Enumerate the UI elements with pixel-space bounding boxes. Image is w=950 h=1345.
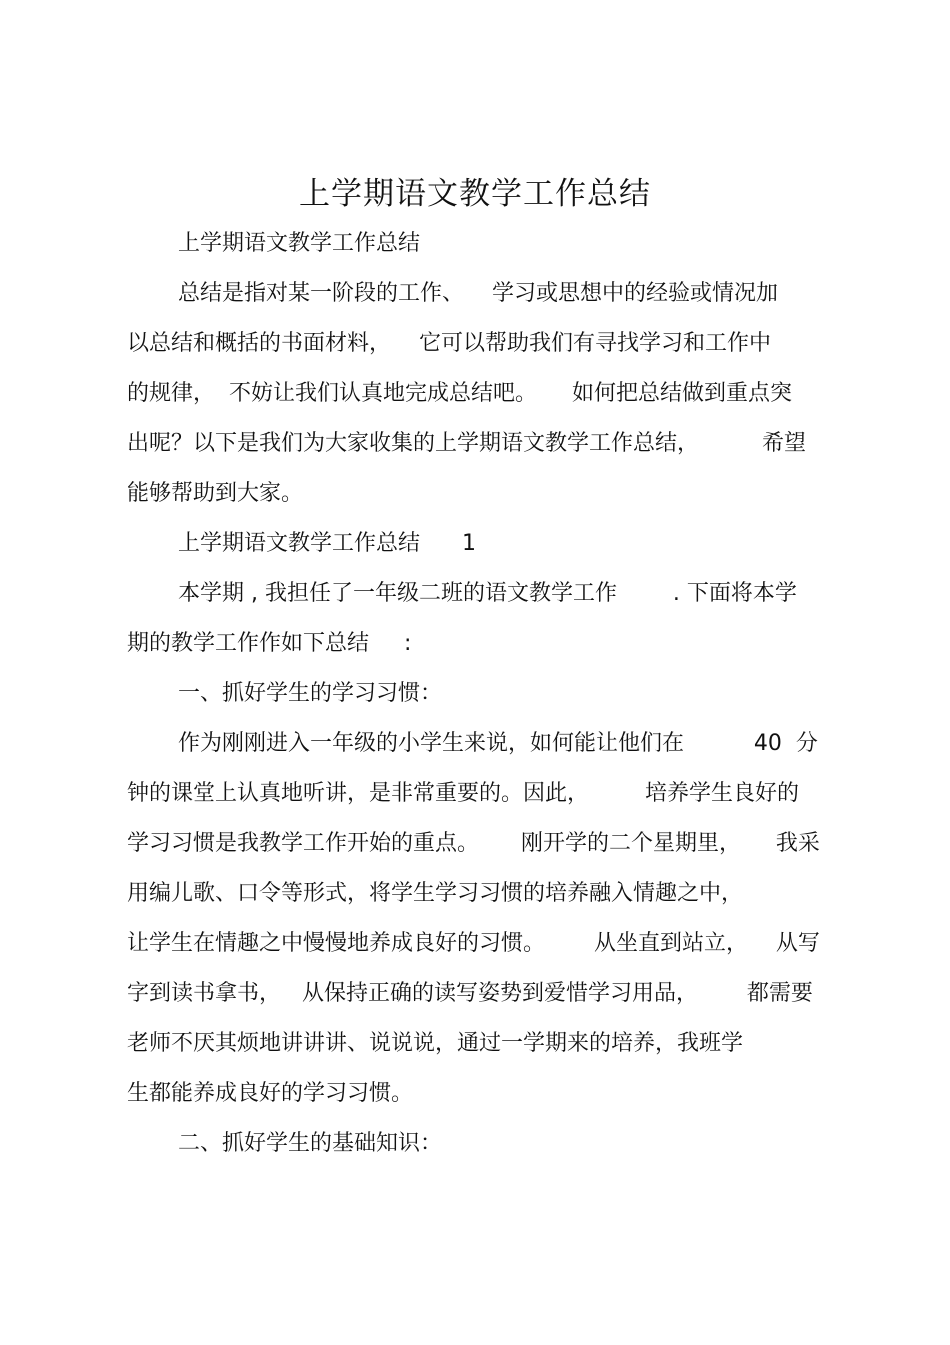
paragraph-line: 以总结和概括的书面材料， 它可以帮助我们有寻找学习和工作中 [127,331,771,356]
subtitle-line: 上学期语文教学工作总结 [178,231,421,256]
paragraph-line: 字到读书拿书， 从保持正确的读写姿势到爱惜学习用品， 都需要 [127,981,813,1006]
paragraph-line: 生都能养成良好的学习习惯。 [127,1081,414,1106]
paragraph-line: 作为刚刚进入一年级的小学生来说，如何能让他们在 40 分 [178,731,818,756]
paragraph-line: 用编儿歌、口令等形式，将学生学习习惯的培养融入情趣之中， [127,881,744,906]
section-heading: 一、抓好学生的学习习惯： [178,681,443,706]
paragraph-line: 的规律， 不妨让我们认真地完成总结吧。 如何把总结做到重点突 [127,381,792,406]
paragraph-line: 让学生在情趣之中慢慢地养成良好的习惯。 从坐直到站立， 从写 [127,931,820,956]
paragraph-line: 能够帮助到大家。 [127,481,304,506]
paragraph-line: 本学期 , 我担任了一年级二班的语文教学工作 . 下面将本学 [178,581,797,606]
paragraph-line: 期的教学工作作如下总结 : [127,631,412,656]
paragraph-line: 学习习惯是我教学工作开始的重点。 刚开学的二个星期里， 我采 [127,831,820,856]
section-heading: 上学期语文教学工作总结 1 [178,531,476,556]
paragraph-line: 钟的课堂上认真地听讲，是非常重要的。因此， 培养学生良好的 [127,781,799,806]
paragraph-line: 出呢？以下是我们为大家收集的上学期语文教学工作总结， 希望 [127,431,806,456]
paragraph-line: 老师不厌其烦地讲讲讲、说说说，通过一学期来的培养，我班学 [127,1031,744,1056]
section-heading: 二、抓好学生的基础知识： [178,1131,443,1156]
document-title: 上学期语文教学工作总结 [299,176,651,212]
paragraph-line: 总结是指对某一阶段的工作、 学习或思想中的经验或情况加 [178,281,778,306]
